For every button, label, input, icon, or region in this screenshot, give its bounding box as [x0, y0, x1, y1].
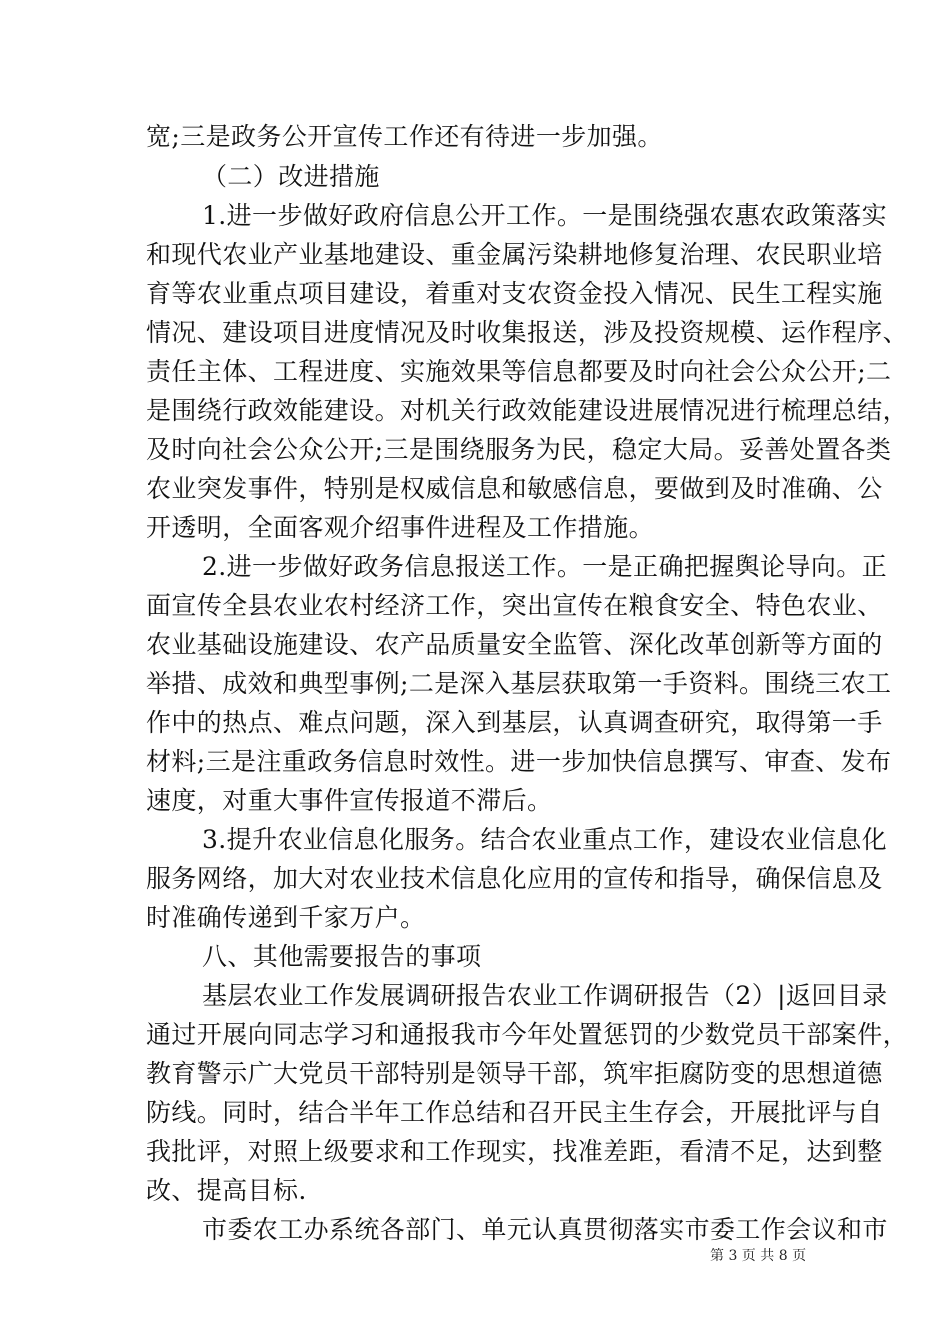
text-line: 面宣传全县农业农村经济工作，突出宣传在粮食安全、特色农业、 — [146, 591, 883, 620]
text-line: 时准确传递到千家万户。 — [146, 903, 426, 932]
text-line: 是围绕行政效能建设。对机关行政效能建设进展情况进行梳理总结， — [146, 396, 909, 425]
text-line: 及时向社会公众公开;三是围绕服务为民，稳定大局。妥善处置各类 — [146, 435, 892, 464]
text-line: 服务网络，加大对农业技术信息化应用的宣传和指导，确保信息及 — [146, 864, 883, 893]
text-line: 举措、成效和典型事例;二是深入基层获取第一手资料。围绕三农工 — [146, 669, 892, 698]
text-line: 育等农业重点项目建设，着重对支农资金投入情况、民生工程实施 — [146, 279, 883, 308]
section-heading: 八、其他需要报告的事项 — [202, 942, 482, 971]
text-line: 农业突发事件，特别是权威信息和敏感信息，要做到及时准确、公 — [146, 474, 883, 503]
text-line: 材料;三是注重政务信息时效性。进一步加快信息撰写、审查、发布 — [146, 747, 892, 776]
text-line: 市委农工办系统各部门、单元认真贯彻落实市委工作会议和市 — [202, 1215, 888, 1244]
text-line: 速度，对重大事件宣传报道不滞后。 — [146, 786, 553, 815]
text-line: 基层农业工作发展调研报告农业工作调研报告（2）|返回目录 — [202, 981, 888, 1010]
text-line: 2.进一步做好政务信息报送工作。一是正确把握舆论导向。正 — [202, 552, 888, 581]
text-line: 情况、建设项目进度情况及时收集报送，涉及投资规模、运作程序、 — [146, 318, 909, 347]
text-line: 防线。同时，结合半年工作总结和召开民主生存会，开展批评与自 — [146, 1098, 883, 1127]
text-line: 通过开展向同志学习和通报我市今年处置惩罚的少数党员干部案件， — [146, 1020, 909, 1049]
text-line: 作中的热点、难点问题，深入到基层，认真调查研究，取得第一手 — [146, 708, 883, 737]
text-line: 我批评，对照上级要求和工作现实，找准差距，看清不足，达到整 — [146, 1137, 883, 1166]
text-line: 宽;三是政务公开宣传工作还有待进一步加强。 — [146, 122, 663, 151]
text-line: 农业基础设施建设、农产品质量安全监管、深化改革创新等方面的 — [146, 630, 883, 659]
text-line: 责任主体、工程进度、实施效果等信息都要及时向社会公众公开;二 — [146, 357, 892, 386]
page-indicator: 第 3 页 共 8 页 — [710, 1248, 807, 1264]
text-line: 开透明，全面客观介绍事件进程及工作措施。 — [146, 513, 655, 542]
text-line: 教育警示广大党员干部特别是领导干部，筑牢拒腐防变的思想道德 — [146, 1059, 883, 1088]
section-heading: （二）改进措施 — [202, 162, 380, 191]
text-line: 和现代农业产业基地建设、重金属污染耕地修复治理、农民职业培 — [146, 240, 883, 269]
text-line: 改、提高目标. — [146, 1176, 307, 1205]
text-line: 3.提升农业信息化服务。结合农业重点工作，建设农业信息化 — [202, 825, 888, 854]
text-line: 1.进一步做好政府信息公开工作。一是围绕强农惠农政策落实 — [202, 201, 888, 230]
